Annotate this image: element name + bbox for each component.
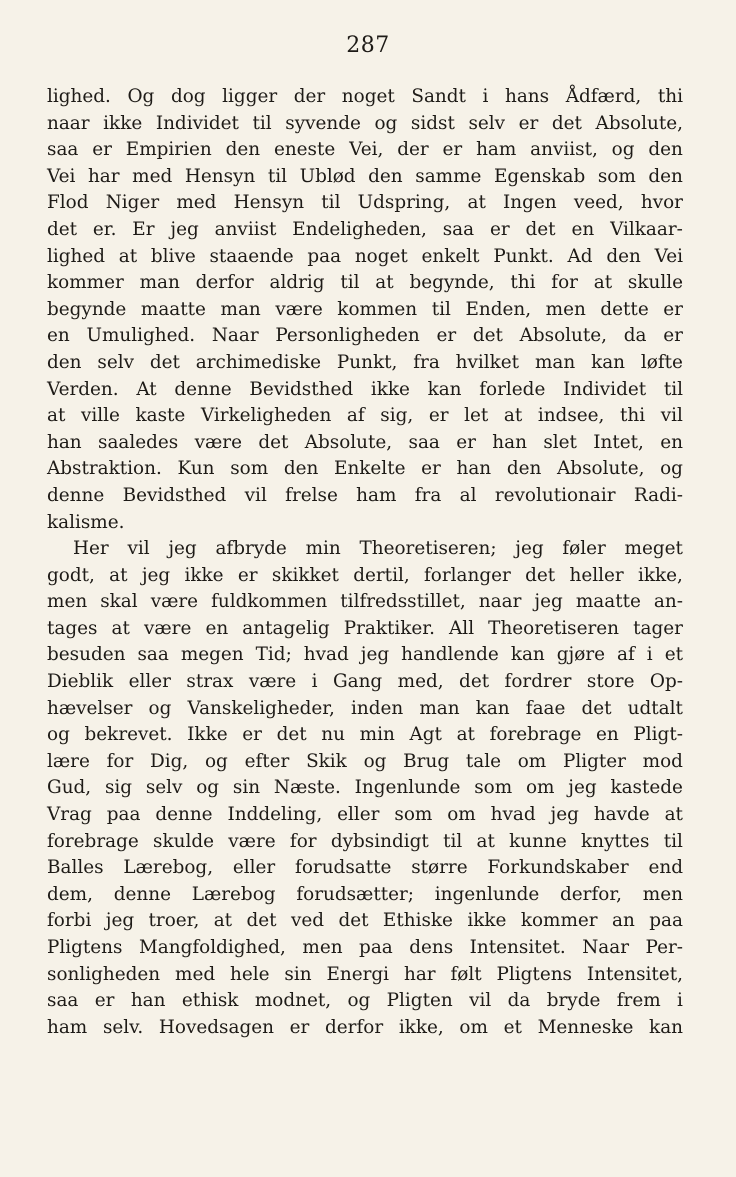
- text-line: Her vil jeg afbryde min Theoretiseren; jeg føler meget: [73, 538, 683, 560]
- text-line: dem, denne Lærebog forudsætter; ingenlunde derfor, men: [47, 883, 683, 905]
- body-text: [47, 84, 683, 1041]
- text-line: naar ikke Individet til syvende og sidst selv er det Absolute,: [47, 112, 683, 134]
- text-line: godt, at jeg ikke er skikket dertil, forlanger det heller ikke,: [47, 564, 683, 586]
- text-line: Pligtens Mangfoldighed, men paa dens Intensitet. Naar Per-: [47, 937, 683, 958]
- text-line: den selv det archimediske Punkt, fra hvilket man kan løfte: [47, 351, 683, 373]
- text-line: sonligheden med hele sin Energi har følt Pligtens Intensitet,: [47, 963, 683, 985]
- text-line: Balles Lærebog, eller forudsatte større Forkundskaber end: [47, 857, 683, 879]
- text-line: Abstraktion. Kun som den Enkelte er han den Absolute, og: [47, 458, 683, 480]
- page-number: 287: [346, 33, 390, 58]
- text-line: det er. Er jeg anviist Endeligheden, saa er det en Vilkaar-: [47, 218, 683, 240]
- text-line: han saaledes være det Absolute, saa er han slet Intet, en: [47, 431, 683, 453]
- text-line: forbi jeg troer, at det ved det Ethiske ikke kommer an paa: [47, 910, 683, 932]
- text-line: Gud, sig selv og sin Næste. Ingenlunde som om jeg kastede: [47, 777, 683, 799]
- text-line: Vrag paa denne Inddeling, eller som om hvad jeg havde at: [47, 804, 683, 826]
- text-line: lighed. Og dog ligger der noget Sandt i hans Ådfærd, thi: [47, 86, 683, 107]
- text-line: saa er han ethisk modnet, og Pligten vil da bryde frem i: [47, 990, 683, 1012]
- text-line: ham selv. Hovedsagen er derfor ikke, om et Menneske kan: [47, 1016, 683, 1038]
- text-line: kalisme.: [47, 511, 125, 533]
- text-line: besuden saa megen Tid; hvad jeg handlende kan gjøre af i et: [47, 644, 683, 666]
- text-line: forebrage skulde være for dybsindigt til at kunne knyttes til: [47, 830, 683, 852]
- text-line: saa er Empirien den eneste Vei, der er ham anviist, og den: [47, 139, 683, 161]
- text-line: kommer man derfor aldrig til at begynde, thi for at skulle: [47, 272, 683, 294]
- text-line: Verden. At denne Bevidsthed ikke kan forlede Individet til: [47, 378, 683, 400]
- text-line: men skal være fuldkommen tilfredsstillet, naar jeg maatte an-: [47, 591, 683, 613]
- text-line: og bekrevet. Ikke er det nu min Agt at forebrage en Pligt-: [47, 724, 683, 746]
- text-line: tages at være en antagelig Praktiker. All Theoretiseren tager: [47, 617, 683, 639]
- text-line: lighed at blive staaende paa noget enkelt Punkt. Ad den Vei: [47, 245, 683, 267]
- text-line: hævelser og Vanskeligheder, inden man kan faae det udtalt: [47, 697, 683, 719]
- text-line: lære for Dig, og efter Skik og Brug tale om Pligter mod: [47, 750, 683, 772]
- text-line: Flod Niger med Hensyn til Udspring, at Ingen veed, hvor: [47, 192, 683, 214]
- text-line: denne Bevidsthed vil frelse ham fra al revolutionair Radi-: [47, 484, 683, 506]
- text-line: en Umulighed. Naar Personligheden er det Absolute, da er: [47, 325, 683, 347]
- text-line: Vei har med Hensyn til Ublød den samme Egenskab som den: [47, 165, 683, 187]
- text-line: begynde maatte man være kommen til Enden, men dette er: [47, 298, 683, 320]
- text-line: at ville kaste Virkeligheden af sig, er let at indsee, thi vil: [47, 405, 683, 427]
- text-line: Dieblik eller strax være i Gang med, det fordrer store Op-: [47, 671, 683, 693]
